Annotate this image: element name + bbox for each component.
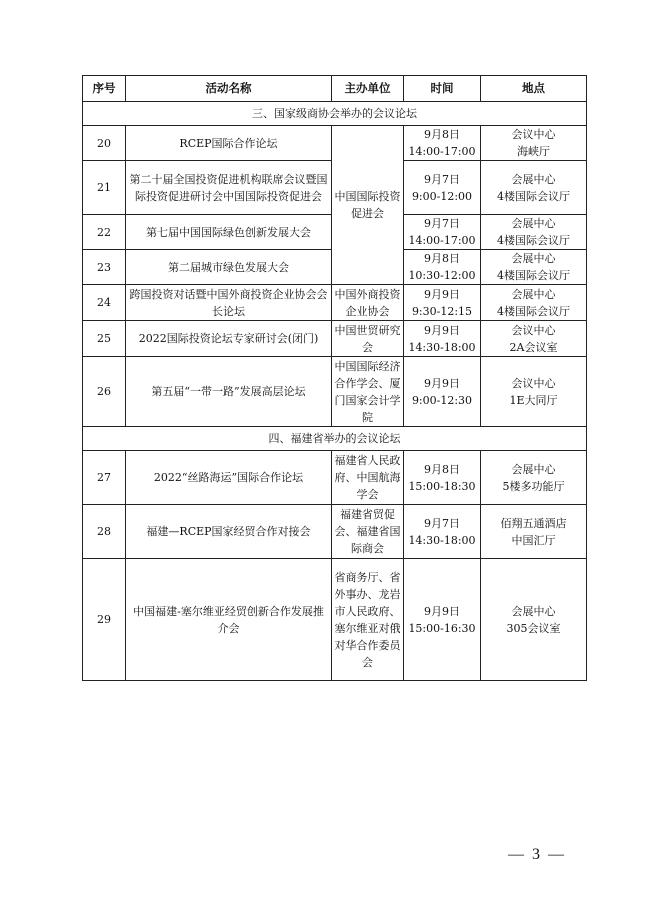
- header-place: 地点: [481, 76, 587, 102]
- row-date: 9月8日: [424, 128, 460, 141]
- row-date: 9月9日: [424, 323, 460, 337]
- row-org: 中国国际经济合作学会、厦门国家会计学院: [332, 357, 404, 427]
- row-date: 9月8日: [424, 252, 460, 265]
- row-date: 9月9日: [424, 287, 460, 301]
- row-place-line1: 会议中心: [511, 323, 556, 337]
- row-no: 25: [83, 321, 126, 357]
- row-name: 福建—RCEP国家经贸合作对接会: [126, 505, 332, 559]
- header-org: 主办单位: [332, 76, 404, 102]
- row-place-line1: 佰翔五通酒店: [500, 516, 567, 530]
- row-time: [404, 161, 481, 215]
- row-place-line1: 会展中心: [511, 252, 556, 265]
- row-place-line2: 2A会议室: [509, 340, 558, 354]
- table-row: [83, 357, 587, 427]
- row-place: [481, 505, 587, 559]
- row-hours: 14:30-18:00: [408, 340, 476, 354]
- table-row: [83, 559, 587, 681]
- row-date: 9月9日: [424, 604, 460, 618]
- row-hours: 14:00-17:00: [408, 145, 476, 158]
- row-date: 9月7日: [424, 516, 460, 530]
- row-hours: 9:00-12:00: [411, 189, 473, 203]
- row-hours: 14:00-17:00: [408, 234, 476, 247]
- row-date: 9月8日: [424, 462, 460, 476]
- row-place: [481, 161, 587, 215]
- table-row: [83, 321, 587, 357]
- row-place-line2: 海峡厅: [517, 145, 550, 158]
- row-place: [481, 285, 587, 321]
- row-time: [404, 215, 481, 250]
- row-name: 2022国际投资论坛专家研讨会(闭门): [126, 321, 332, 357]
- table-row: [83, 126, 587, 161]
- row-no: 24: [83, 285, 126, 321]
- row-time: [404, 250, 481, 285]
- header-time: 时间: [404, 76, 481, 102]
- row-place-line1: 会展中心: [511, 604, 556, 618]
- row-org: 中国外商投资企业协会: [332, 285, 404, 321]
- row-no: 27: [83, 451, 126, 505]
- row-place-line1: 会展中心: [511, 462, 556, 476]
- row-place: [481, 451, 587, 505]
- row-time: [404, 357, 481, 427]
- row-hours: 14:30-18:00: [408, 533, 476, 547]
- row-place-line1: 会议中心: [511, 376, 556, 390]
- row-no: 20: [83, 126, 126, 161]
- row-name: RCEP国际合作论坛: [126, 126, 332, 161]
- table-row: [83, 285, 587, 321]
- row-place-line2: 4楼国际会议厅: [497, 189, 570, 203]
- row-place: [481, 357, 587, 427]
- row-no: 26: [83, 357, 126, 427]
- section-title: 四、福建省举办的会议论坛: [83, 427, 587, 451]
- row-time: [404, 321, 481, 357]
- section-row: [83, 427, 587, 451]
- row-org: 省商务厅、省外事办、龙岩市人民政府、塞尔维亚对俄对华合作委员会: [332, 559, 404, 681]
- row-place: [481, 250, 587, 285]
- row-no: 28: [83, 505, 126, 559]
- row-place-line2: 4楼国际会议厅: [497, 304, 570, 318]
- row-place-line1: 会展中心: [511, 172, 556, 186]
- header-no: 序号: [83, 76, 126, 102]
- row-hours: 9:30-12:15: [411, 304, 473, 318]
- row-date: 9月9日: [424, 376, 460, 390]
- row-name: 第二十届全国投资促进机构联席会议暨国际投资促进研讨会中国国际投资促进会: [126, 161, 332, 215]
- row-hours: 9:00-12:30: [411, 393, 473, 407]
- row-no: 29: [83, 559, 126, 681]
- row-time: [404, 126, 481, 161]
- row-org: 中国世贸研究会: [332, 321, 404, 357]
- row-place: [481, 215, 587, 250]
- row-place-line2: 中国汇厅: [511, 533, 556, 547]
- row-no: 21: [83, 161, 126, 215]
- row-time: [404, 559, 481, 681]
- row-place-line1: 会展中心: [511, 287, 556, 301]
- row-date: 9月7日: [424, 172, 460, 186]
- table-row: [83, 505, 587, 559]
- section-title: 三、国家级商协会举办的会议论坛: [83, 102, 587, 126]
- row-no: 23: [83, 250, 126, 285]
- row-place-line2: 5楼多功能厅: [502, 479, 565, 493]
- row-name: 第七届中国国际绿色创新发展大会: [126, 215, 332, 250]
- row-place-line1: 会展中心: [511, 217, 556, 230]
- row-place-line2: 1E大同厅: [509, 393, 558, 407]
- row-name: 跨国投资对话暨中国外商投资企业协会会长论坛: [126, 285, 332, 321]
- row-org: 福建省贸促会、福建省国际商会: [332, 505, 404, 559]
- row-place-line2: 4楼国际会议厅: [497, 234, 570, 247]
- row-hours: 10:30-12:00: [408, 269, 476, 282]
- header-name: 活动名称: [126, 76, 332, 102]
- row-no: 22: [83, 215, 126, 250]
- row-place-line1: 会议中心: [511, 128, 556, 141]
- row-date: 9月7日: [424, 217, 460, 230]
- row-org: 中国国际投资促进会: [332, 126, 404, 285]
- row-org: 福建省人民政府、中国航海学会: [332, 451, 404, 505]
- row-time: [404, 451, 481, 505]
- row-hours: 15:00-18:30: [408, 479, 476, 493]
- row-time: [404, 285, 481, 321]
- page-number: — 3 —: [508, 846, 566, 863]
- row-time: [404, 505, 481, 559]
- schedule-table: [82, 75, 587, 681]
- header-row: [83, 76, 587, 102]
- section-row: [83, 102, 587, 126]
- row-place: [481, 559, 587, 681]
- row-hours: 15:00-16:30: [408, 621, 476, 635]
- row-place-line2: 4楼国际会议厅: [497, 269, 570, 282]
- row-place-line2: 305会议室: [506, 621, 561, 635]
- table-row: [83, 451, 587, 505]
- row-name: 中国福建-塞尔维亚经贸创新合作发展推介会: [126, 559, 332, 681]
- row-place: [481, 126, 587, 161]
- row-name: 2022“丝路海运”国际合作论坛: [126, 451, 332, 505]
- row-name: 第五届“一带一路”发展高层论坛: [126, 357, 332, 427]
- row-name: 第二届城市绿色发展大会: [126, 250, 332, 285]
- row-place: [481, 321, 587, 357]
